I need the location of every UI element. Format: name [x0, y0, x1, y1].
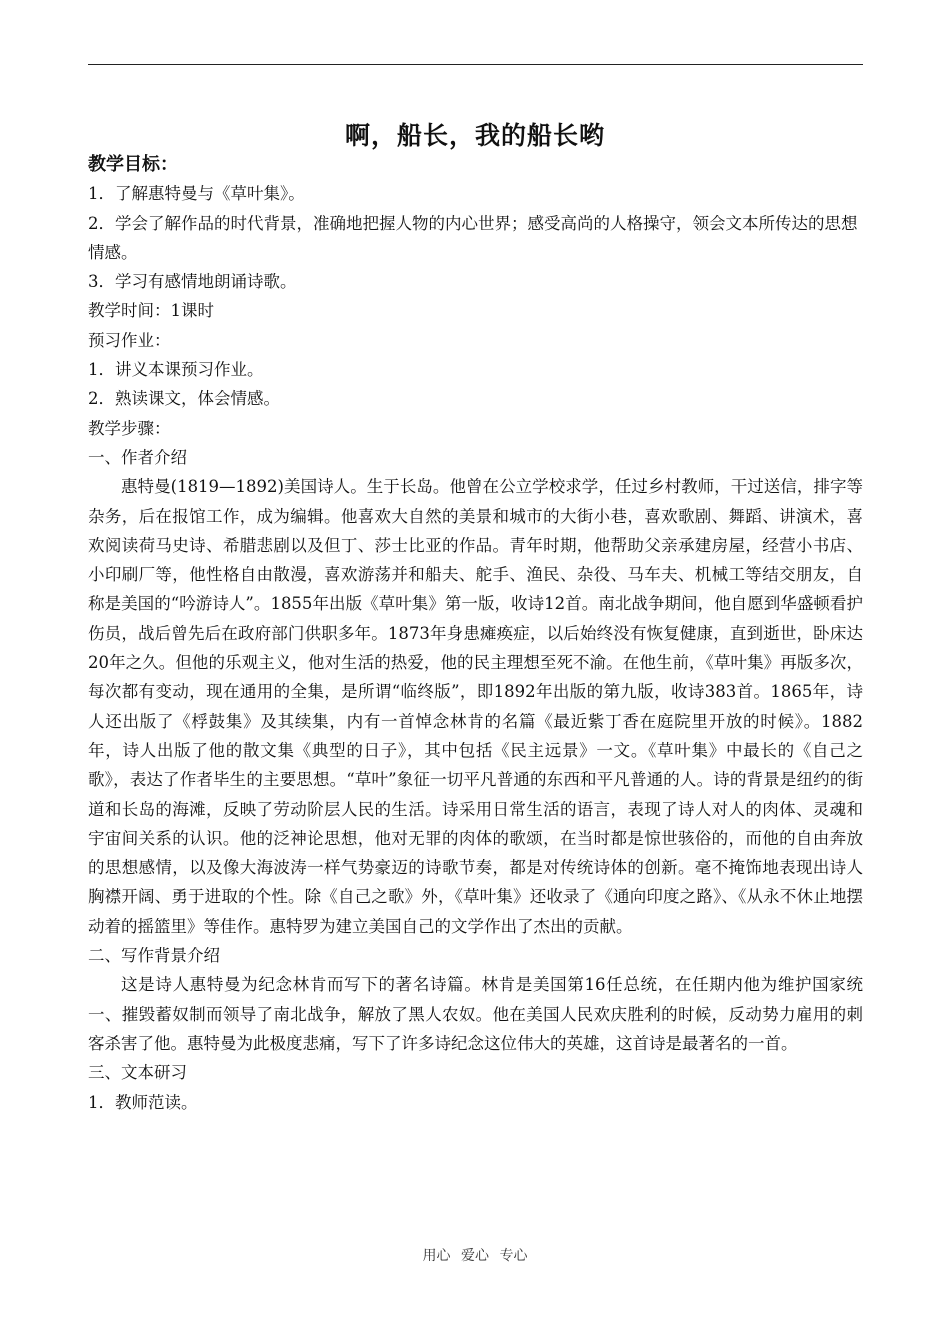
preview-heading: 预习作业： — [88, 330, 171, 350]
background-heading: 二、写作背景介绍 — [88, 946, 220, 966]
document-body — [88, 150, 863, 1117]
header-rule — [88, 64, 863, 65]
page-title: 啊，船长，我的船长哟 — [344, 121, 605, 150]
objective-item: 1．了解惠特曼与《草叶集》。 — [88, 184, 305, 204]
study-heading: 三、文本研习 — [88, 1063, 187, 1083]
steps-heading: 教学步骤： — [88, 418, 171, 438]
study-item: 1．教师范读。 — [88, 1092, 198, 1112]
teaching-time: 教学时间：1课时 — [88, 301, 214, 321]
preview-item: 2．熟读课文，体会情感。 — [88, 389, 280, 409]
page-footer: 用心 爱心 专心 — [422, 1248, 528, 1264]
author-paragraph: 惠特曼(1819—1892)美国诗人。生于长岛。他曾在公立学校求学，任过乡村教师，干过送信，排字等杂务，后在报馆工作，成为编辑。他喜欢大自然的美景和城市的大街小巷，喜欢歌剧、舞蹈、讲演术，喜欢阅读荷马史诗、希腊悲剧以及但丁、莎士比亚的作品。青年时期，他帮助父亲承建房屋，经营小书店、小印刷厂等，他性格自由散漫，喜欢游荡并和船夫、舵手、渔民、杂役、马车夫、机械工等结交朋友，自称是美国的“吟游诗人”。1855年出版《草叶集》第一版，收诗12首。南北战争期间，他自愿到华盛顿看护伤员，战后曾先后在政府部门供职多年。1873年身患瘫痪症，以后始终没有恢复健康，直到逝世，卧床达20年之久。但他的乐观主义，他对生活的热爱，他的民主理想至死不渝。在他生前，《草叶集》再版多次，每次都有变动，现在通用的全集，是所谓“临终版”，即1892年出版的第九版，收诗383首。1865年，诗人还出版了《桴鼓集》及其续集，内有一首悼念林肯的名篇《最近紫丁香在庭院里开放的时候》。1882年，诗人出版了他的散文集《典型的日子》，其中包括《民主远景》一文。《草叶集》中最长的《自己之歌》，表达了作者毕生的主要思想。“草叶”象征一切平凡普通的东西和平凡普通的人。诗的背景是纽约的街道和长岛的海滩，反映了劳动阶层人民的生活。诗采用日常生活的语言，表现了诗人对人的肉体、灵魂和宇宙间关系的认识。他的泛神论思想，他对无罪的肉体的歌颂，在当时都是惊世骇俗的，而他的自由奔放的思想感情，以及像大海波涛一样气势豪迈的诗歌节奏，都是对传统诗体的创新。毫不掩饰地表现出诗人胸襟开阔、勇于进取的个性。除《自己之歌》外，《草叶集》还收录了《通向印度之路》、《从永不休止地摆动着的摇篮里》等佳作。惠特罗为建立美国自己的文学作出了杰出的贡献。 — [88, 477, 863, 936]
preview-item: 1．讲义本课预习作业。 — [88, 360, 264, 380]
objective-item: 2．学会了解作品的时代背景，准确地把握人物的内心世界；感受高尚的人格操守，领会文本所传达的思想情感。 — [88, 213, 858, 262]
background-paragraph: 这是诗人惠特曼为纪念林肯而写下的著名诗篇。林肯是美国第16任总统，在任期内他为维护国家统一、摧毁蓄奴制而领导了南北战争，解放了黑人农奴。他在美国人民欢庆胜利的时候，反动势力雇用的刺客杀害了他。惠特曼为此极度悲痛，写下了许多诗纪念这位伟大的英雄，这首诗是最著名的一首。 — [88, 975, 863, 1053]
objectives-heading: 教学目标： — [88, 154, 178, 175]
objective-item: 3．学习有感情地朗诵诗歌。 — [88, 272, 297, 292]
author-heading: 一、作者介绍 — [88, 447, 187, 467]
